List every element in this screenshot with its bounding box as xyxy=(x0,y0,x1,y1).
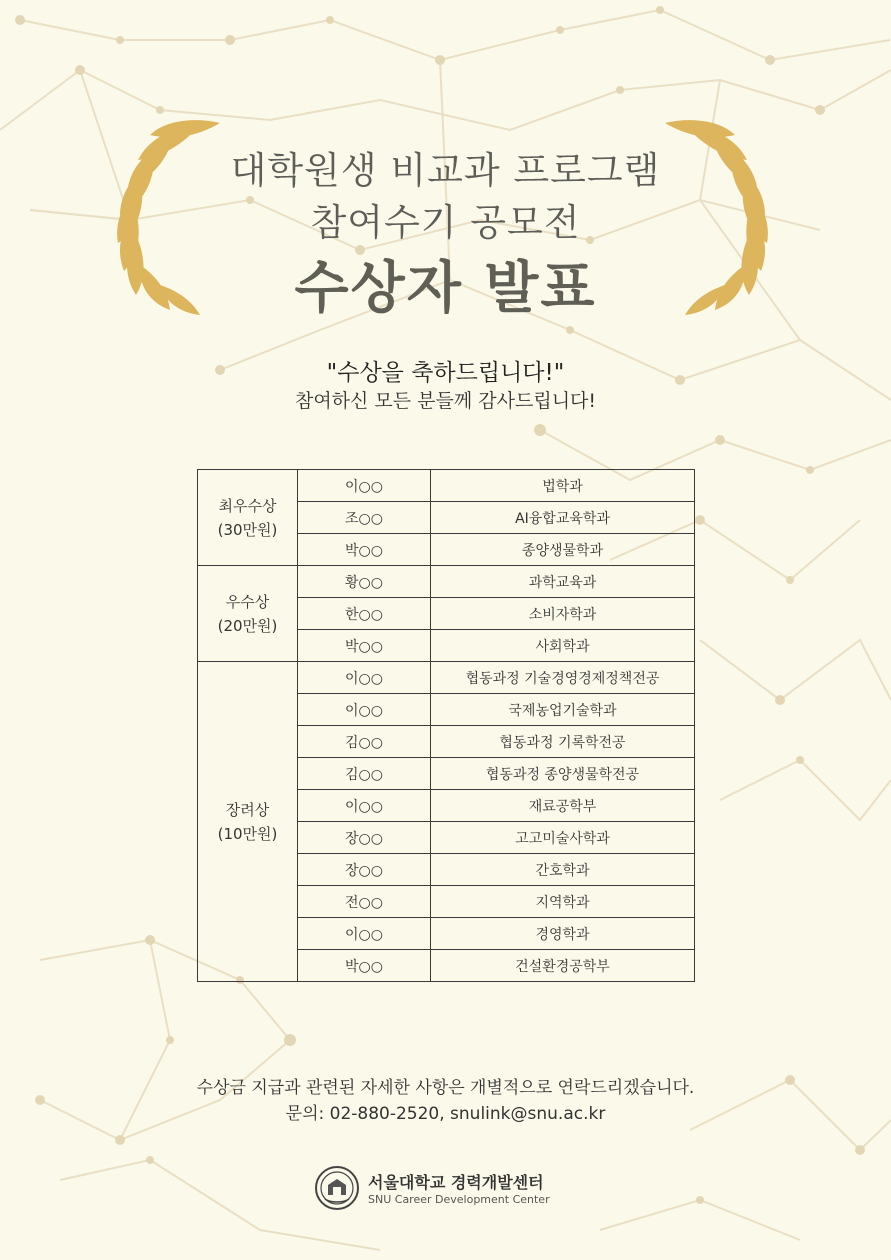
winner-dept: 지역학과 xyxy=(431,886,695,918)
org-subtitle: SNU Career Development Center xyxy=(368,1193,550,1206)
award-category: 최우수상 xyxy=(218,496,277,515)
award-category-cell xyxy=(198,470,298,566)
page-title: 수상자 발표 xyxy=(294,256,597,321)
award-prize: (10만원) xyxy=(217,824,278,843)
winner-name: 전○○ xyxy=(298,886,431,918)
winner-name: 박○○ xyxy=(298,630,431,662)
winner-name: 장○○ xyxy=(298,822,431,854)
winner-name: 이○○ xyxy=(298,790,431,822)
winner-dept: 경영학과 xyxy=(431,918,695,950)
winner-dept: 건설환경공학부 xyxy=(431,950,695,982)
award-category: 장려상 xyxy=(225,800,270,819)
award-prize: (20만원) xyxy=(217,616,278,635)
winner-dept: 협동과정 기록학전공 xyxy=(431,726,695,758)
title-line-2: 참여수기 공모전 xyxy=(310,201,581,244)
winner-name: 박○○ xyxy=(298,950,431,982)
winner-name: 김○○ xyxy=(298,726,431,758)
winner-dept: AI융합교육학과 xyxy=(431,502,695,534)
table-row xyxy=(198,566,695,598)
award-category: 우수상 xyxy=(225,592,270,611)
winner-dept: 국제농업기술학과 xyxy=(431,694,695,726)
winner-name: 이○○ xyxy=(298,694,431,726)
snu-emblem-icon xyxy=(314,1165,360,1211)
winner-name: 황○○ xyxy=(298,566,431,598)
table-row xyxy=(198,662,695,694)
winner-name: 박○○ xyxy=(298,534,431,566)
winner-dept: 종양생물학과 xyxy=(431,534,695,566)
winner-dept: 소비자학과 xyxy=(431,598,695,630)
winner-dept: 간호학과 xyxy=(431,854,695,886)
title-line-1: 대학원생 비교과 프로그램 xyxy=(230,149,661,192)
winner-name: 조○○ xyxy=(298,502,431,534)
award-prize: (30만원) xyxy=(217,520,278,539)
winner-dept: 협동과정 기술경영경제정책전공 xyxy=(431,662,695,694)
winner-name: 이○○ xyxy=(298,470,431,502)
winner-name: 한○○ xyxy=(298,598,431,630)
winner-name: 김○○ xyxy=(298,758,431,790)
winner-name: 장○○ xyxy=(298,854,431,886)
notice-text: 수상금 지급과 관련된 자세한 사항은 개별적으로 연락드리겠습니다. xyxy=(196,1078,695,1098)
footer-logo xyxy=(314,1165,584,1213)
congrats-message: "수상을 축하드립니다!" xyxy=(326,360,565,386)
winner-name: 이○○ xyxy=(298,918,431,950)
winner-dept: 과학교육과 xyxy=(431,566,695,598)
winner-dept: 법학과 xyxy=(431,470,695,502)
winner-dept: 사회학과 xyxy=(431,630,695,662)
thanks-message: 참여하신 모든 분들께 감사드립니다! xyxy=(294,390,597,412)
table-row xyxy=(198,470,695,502)
contact-text: 문의: 02-880-2520, snulink@snu.ac.kr xyxy=(285,1104,606,1124)
winner-name: 이○○ xyxy=(298,662,431,694)
org-name: 서울대학교 경력개발센터 xyxy=(368,1173,544,1192)
winner-dept: 재료공학부 xyxy=(431,790,695,822)
winners-table xyxy=(197,469,695,982)
winner-dept: 고고미술사학과 xyxy=(431,822,695,854)
winner-dept: 협동과정 종양생물학전공 xyxy=(431,758,695,790)
award-category-cell xyxy=(198,662,298,982)
award-category-cell xyxy=(198,566,298,662)
